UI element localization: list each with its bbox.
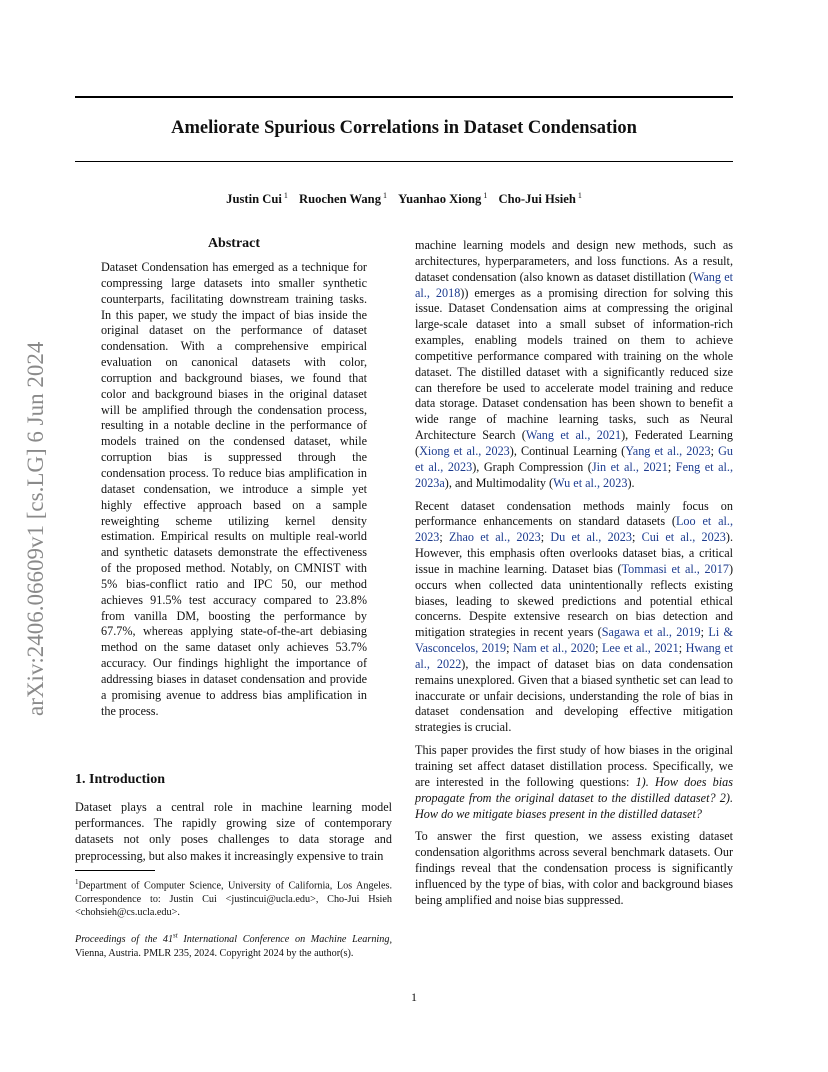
citation-link[interactable]: Loo et al., 2023 (415, 514, 734, 545)
citation-link[interactable]: Tommasi et al., 2017 (621, 561, 729, 576)
paragraph (415, 743, 733, 822)
title-bottom-rule (75, 161, 733, 162)
citation-link[interactable]: Cui et al., 2023 (641, 530, 726, 545)
ordinal-suffix: st (173, 932, 178, 940)
text-run: ; (710, 443, 719, 458)
footnote-marker: 1 (75, 878, 79, 886)
text-run: ), the impact of dataset bias on data condensation remains unexplored. Given that a biased synthetic set can lead to inaccurate or unfair decisions, understanding the role of bias in dataset condensation and developing effective mitigation strategies is crucial. (415, 656, 734, 735)
author-name: Cho-Jui Hsieh (498, 192, 576, 207)
citation-link[interactable]: Zhao et al., 2023 (448, 530, 541, 545)
citation-link[interactable]: Xiong et al., 2023 (419, 443, 510, 458)
text-run: ) occurs when collected data unintentionally reflects existing biases, leading to skewed predictions and potential ethical concerns. Despite extensive research on bias detection and mitigation strategies in recent years ( (415, 561, 733, 640)
text-run: ; (700, 625, 709, 640)
text-run: Recent dataset condensation methods mainly focus on performance enhancements on standard datasets ( (415, 498, 733, 529)
text-run: ). (627, 475, 635, 490)
author-list (75, 191, 733, 207)
author-affiliation-mark: 1 (283, 191, 288, 200)
text-run: ), Continual Learning ( (509, 443, 626, 458)
text-run: machine learning models and design new methods, such as architectures, hyperparameters, and loss functions. As a result, dataset condensation (also known as dataset distillation ( (415, 238, 733, 284)
text-run: ; (595, 641, 602, 656)
paragraph (415, 499, 733, 737)
emphasized-text: 1). How does bias propagate from the original dataset to the distilled dataset? 2). How do we mitigate biases present in the distilled dataset? (415, 774, 733, 821)
arxiv-identifier: arXiv:2406.06609v1 [cs.LG] 6 Jun 2024 (23, 341, 48, 716)
conference-name: International Conference on Machine Learning (177, 934, 390, 946)
affiliation-footnote (75, 876, 392, 919)
page-number: 1 (411, 990, 417, 1004)
citation-link[interactable]: Li & Vasconcelos, 2019 (415, 625, 734, 656)
paragraph (415, 829, 733, 908)
proceedings-venue (75, 934, 389, 945)
citation-link[interactable]: Hwang et al., 2022 (415, 641, 734, 671)
author-name: Yuanhao Xiong (398, 192, 482, 207)
citation-link[interactable]: Lee et al., 2021 (601, 641, 679, 656)
citation-link[interactable]: Yang et al., 2023 (625, 443, 711, 458)
abstract-text: Dataset Condensation has emerged as a technique for compressing large datasets into smaller synthetic counterparts, facilitating downstream training tasks. In this paper, we study the impact of bias inside the original dataset on the performance of dataset condensation. With a comprehensive empirical evaluation on canonical datasets with color, corruption and background biases, we found that color and background biases in the original dataset will be amplified through the condensation process, resulting in a notable decline in the performance of models trained on the condensed dataset, while corruption bias is suppressed through the condensation process. To reduce bias amplification in dataset condensation, we introduce a simple yet highly effective approach based on a sample reweighting scheme utilizing kernel density estimation. Empirical results on multiple real-world and synthetic datasets demonstrate the effectiveness of the proposed method. Notably, on CMNIST with 5% bias-conflict ratio and IPC 50, our method achieves 91.5% test accuracy compared to 23.8% from vanilla DM, boosting the performance by 67.7%, whereas applying state-of-the-art debiasing method on the same dataset only achieves 53.7% accuracy. Our findings highlight the importance of addressing biases in dataset condensation and provide a promising avenue to address bias amplification in the process. (101, 260, 367, 718)
author-affiliation-mark: 1 (383, 191, 387, 200)
paragraph (415, 238, 733, 492)
footnote-text: Department of Computer Science, University of California, Los Angeles. Correspondence to: Justin Cui <justincui@ucla.edu>, Cho-Jui Hsieh <chohsieh@cs.ucla.edu>. (75, 880, 392, 918)
footnote-rule (75, 870, 155, 871)
text-run: ; (678, 641, 686, 656)
citation-link[interactable]: Wang et al., 2018 (415, 269, 733, 300)
citation-link[interactable]: Jin et al., 2021 (591, 459, 668, 474)
text-run: ), and Multimodality ( (444, 475, 554, 490)
author (299, 192, 387, 206)
author-name: Ruochen Wang (298, 192, 381, 207)
author (398, 192, 487, 206)
citation-link[interactable]: Wang et al., 2021 (525, 428, 622, 443)
text-run: ). However, this emphasis often overlooks dataset bias, a critical issue in machine learning. Dataset bias ( (415, 530, 733, 576)
citation-link[interactable]: Wu et al., 2023 (553, 475, 628, 490)
abstract-heading: Abstract (207, 236, 261, 251)
conference-number: 41 (162, 934, 174, 946)
text-run: ; (439, 530, 449, 545)
text-run: )) emerges as a promising direction for solving this issue. Dataset Condensation aims at compressing the original large-scale dataset into a small subset of information-rich examples, enabling models trained on them to achieve competitive performance compared with training on the whole dataset. The distilled dataset with a significantly reduced size can therefore be used to accelerate model training and reduce data storage. Dataset condensation has been shown to benefit a wide range of machine learning tasks, such as Neural Architecture Search ( (415, 285, 733, 443)
text-run: ; (631, 530, 642, 545)
text-run: ; (667, 459, 676, 474)
text-run: ; (506, 641, 513, 656)
author-affiliation-mark: 1 (483, 191, 488, 200)
proceedings-details: , Vienna, Austria. PMLR 235, 2024. Copyright 2024 by the author(s). (75, 934, 392, 959)
introduction-heading: 1. Introduction (75, 772, 165, 787)
citation-link[interactable]: Gu et al., 2023 (415, 443, 733, 474)
citation-link[interactable]: Du et al., 2023 (550, 530, 632, 545)
text-run: This paper provides the first study of how biases in the original training set affect dataset distillation process. Specifically, we are interested in the following questions: (415, 743, 733, 789)
author (499, 192, 582, 206)
author-name: Justin Cui (226, 192, 282, 207)
citation-link[interactable]: Sagawa et al., 2019 (601, 625, 701, 640)
text-run: ), Federated Learning ( (415, 428, 733, 458)
proceedings-note (75, 930, 392, 960)
text-run: ; (540, 530, 551, 545)
introduction-text: Dataset plays a central role in machine learning model performances. The rapidly growing size of contemporary datasets not only poses challenges to data storage and preprocessing, but also makes it increasingly expensive to train (75, 800, 392, 863)
text-run: ), Graph Compression ( (472, 459, 592, 474)
paper-title: Ameliorate Spurious Correlations in Dataset Condensation (171, 118, 637, 138)
right-column (415, 238, 733, 916)
proceedings-prefix: Proceedings of the (75, 934, 163, 946)
citation-link[interactable]: Nam et al., 2020 (512, 641, 596, 656)
citation-link[interactable]: Feng et al., 2023a (415, 459, 733, 490)
author-affiliation-mark: 1 (577, 191, 582, 200)
author (226, 192, 288, 206)
text-run: To answer the first question, we assess existing dataset condensation algorithms across several benchmark datasets. Our findings reveal that the condensation process is significantly influenced by the type of bias, with color and background biases being amplified and noise bias suppressed. (415, 829, 733, 907)
title-top-rule (75, 96, 733, 98)
